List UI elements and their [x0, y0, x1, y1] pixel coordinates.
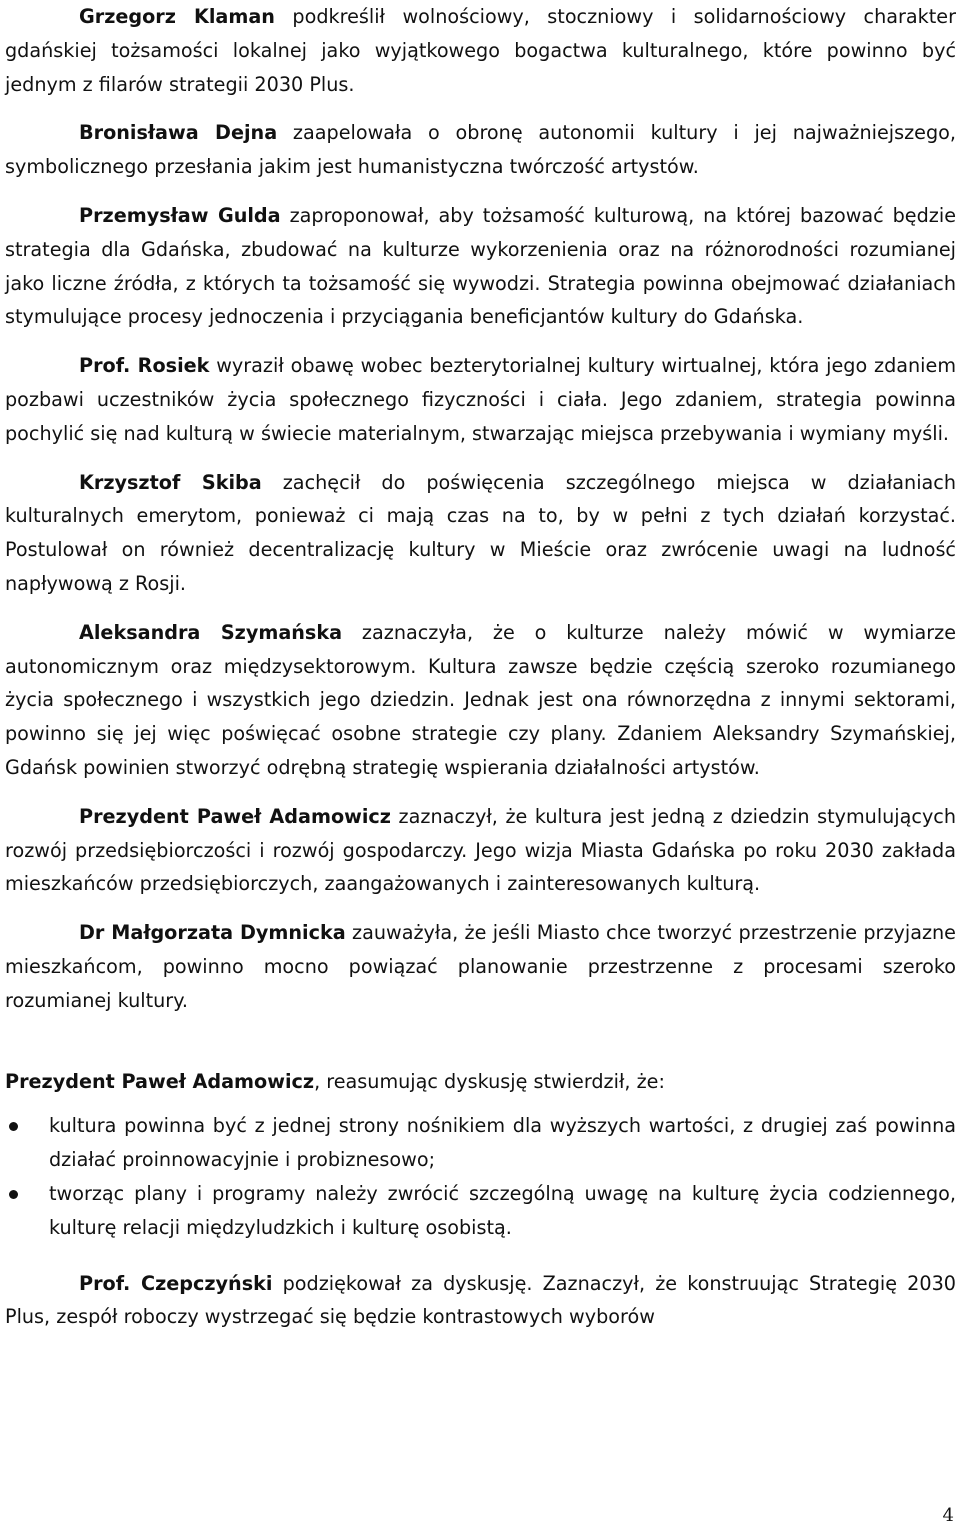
paragraph-czepczynski: [5, 1267, 956, 1335]
paragraph-gulda: [5, 199, 956, 334]
paragraph-text: zaapelowała o obronę autonomii kultury i jej najważniejszego, symbolicznego przesłania jakim jest humanistyczna twórczość artystów.: [5, 121, 956, 179]
document-page: [5, 0, 956, 1334]
paragraph-text: zaproponował, aby tożsamość kulturową, na której bazować będzie strategia dla Gdańska, zbudować na kulturze wykorzenienia oraz na różnorodności rozumianej jako liczne źródła, z których ta tożsamość się wywodzi. Strategia powinna obejmować działaniach stymulujące procesy jednoczenia i przyciągania beneficjantów kultury do Gdańska.: [5, 203, 957, 329]
speaker-name: Prezydent Paweł Adamowicz: [5, 1069, 315, 1093]
paragraph-adamowicz: [5, 800, 956, 901]
paragraph-szymanska: [5, 616, 956, 785]
paragraph-text: podziękował za dyskusję. Zaznaczył, że konstruując Strategię 2030 Plus, zespół roboczy wystrzegać się będzie kontrastowych wyborów: [5, 1271, 956, 1329]
list-item-text: kultura powinna być z jednej strony nośnikiem dla wyższych wartości, z drugiej zaś powinna działać proinnowacyjnie i probiznesowo;: [49, 1114, 956, 1172]
paragraph-text: zaznaczył, że kultura jest jedną z dziedzin stymulujących rozwój przedsiębiorczości i rozwój gospodarczy. Jego wizja Miasta Gdańska po roku 2030 zakłada mieszkańców przedsiębiorczych, zaangażowanych i zainteresowanych kulturą.: [5, 804, 957, 896]
speaker-name: Grzegorz Klaman: [79, 5, 275, 28]
speaker-name: Aleksandra Szymańska: [79, 620, 343, 644]
paragraph-text: zaznaczyła, że o kulturze należy mówić w wymiarze autonomicznym oraz międzysektorowym. Kultura zawsze będzie częścią szeroko rozumianego życia społecznego i wszystkich jego dziedzin. Jednak jest ona równorzędna z innymi sektorami, powinno się jej więc poświęcać osobne strategie czy plany. Zdaniem Aleksandry Szymańskiej, Gdańsk powinien stworzyć odrębną strategię wspierania działalności artystów.: [5, 620, 957, 779]
speaker-name: Prof. Czepczyński: [79, 1271, 273, 1295]
paragraph-text: podkreślił wolnościowy, stoczniowy i solidarnościowy charakter gdańskiej tożsamości lokalnej jako wyjątkowego bogactwa kulturalnego, które powinno być jednym z filarów strategii 2030 Plus.: [5, 5, 957, 96]
speaker-name: Przemysław Gulda: [79, 203, 281, 227]
list-item: [5, 1177, 956, 1245]
list-item: [5, 1109, 956, 1177]
speaker-name: Prof. Rosiek: [79, 354, 210, 378]
summary-bullet-list: [5, 1109, 956, 1244]
paragraph-text: zachęcił do poświęcenia szczególnego miejsca w działaniach kulturalnych emerytom, ponieważ ci mają czas na to, by w pełni z tych działań korzystać. Postulował on również decentralizację kultury w Mieście oraz zwrócenie uwagi na ludność napływową z Rosji.: [5, 470, 956, 595]
summary-intro: [5, 1065, 956, 1099]
speaker-name: Prezydent Paweł Adamowicz: [79, 804, 391, 828]
bullet-icon: [9, 1122, 18, 1131]
paragraph-rosiek: [5, 349, 956, 450]
paragraph-skiba: [5, 466, 956, 601]
speaker-name: Bronisława Dejna: [79, 121, 278, 145]
paragraph-text: wyraził obawę wobec bezterytorialnej kultury wirtualnej, która jego zdaniem pozbawi uczestników życia społecznego fizyczności i ciała. Jego zdaniem, strategia powinna pochylić się nad kulturą w świecie materialnym, stwarzając miejsca przebywania i wymiany myśli.: [5, 354, 957, 445]
list-item-text: tworząc plany i programy należy zwrócić szczególną uwagę na kulturę życia codziennego, kulturę relacji międzyludzkich i kulturę osobistą.: [49, 1181, 956, 1239]
paragraph-dejna: [5, 116, 956, 184]
bullet-icon: [9, 1190, 18, 1199]
paragraph-dymnicka: [5, 916, 956, 1017]
paragraph-text: zauważyła, że jeśli Miasto chce tworzyć przestrzenie przyjazne mieszkańcom, powinno mocno powiązać planowanie przestrzenne z procesami szeroko rozumianej kultury.: [5, 921, 956, 1012]
paragraph-klaman: [5, 0, 956, 101]
page-number: 4: [942, 1505, 954, 1526]
summary-text: , reasumując dyskusję stwierdził, że:: [314, 1069, 665, 1093]
speaker-name: Dr Małgorzata Dymnicka: [79, 921, 346, 945]
speaker-name: Krzysztof Skiba: [79, 470, 262, 494]
